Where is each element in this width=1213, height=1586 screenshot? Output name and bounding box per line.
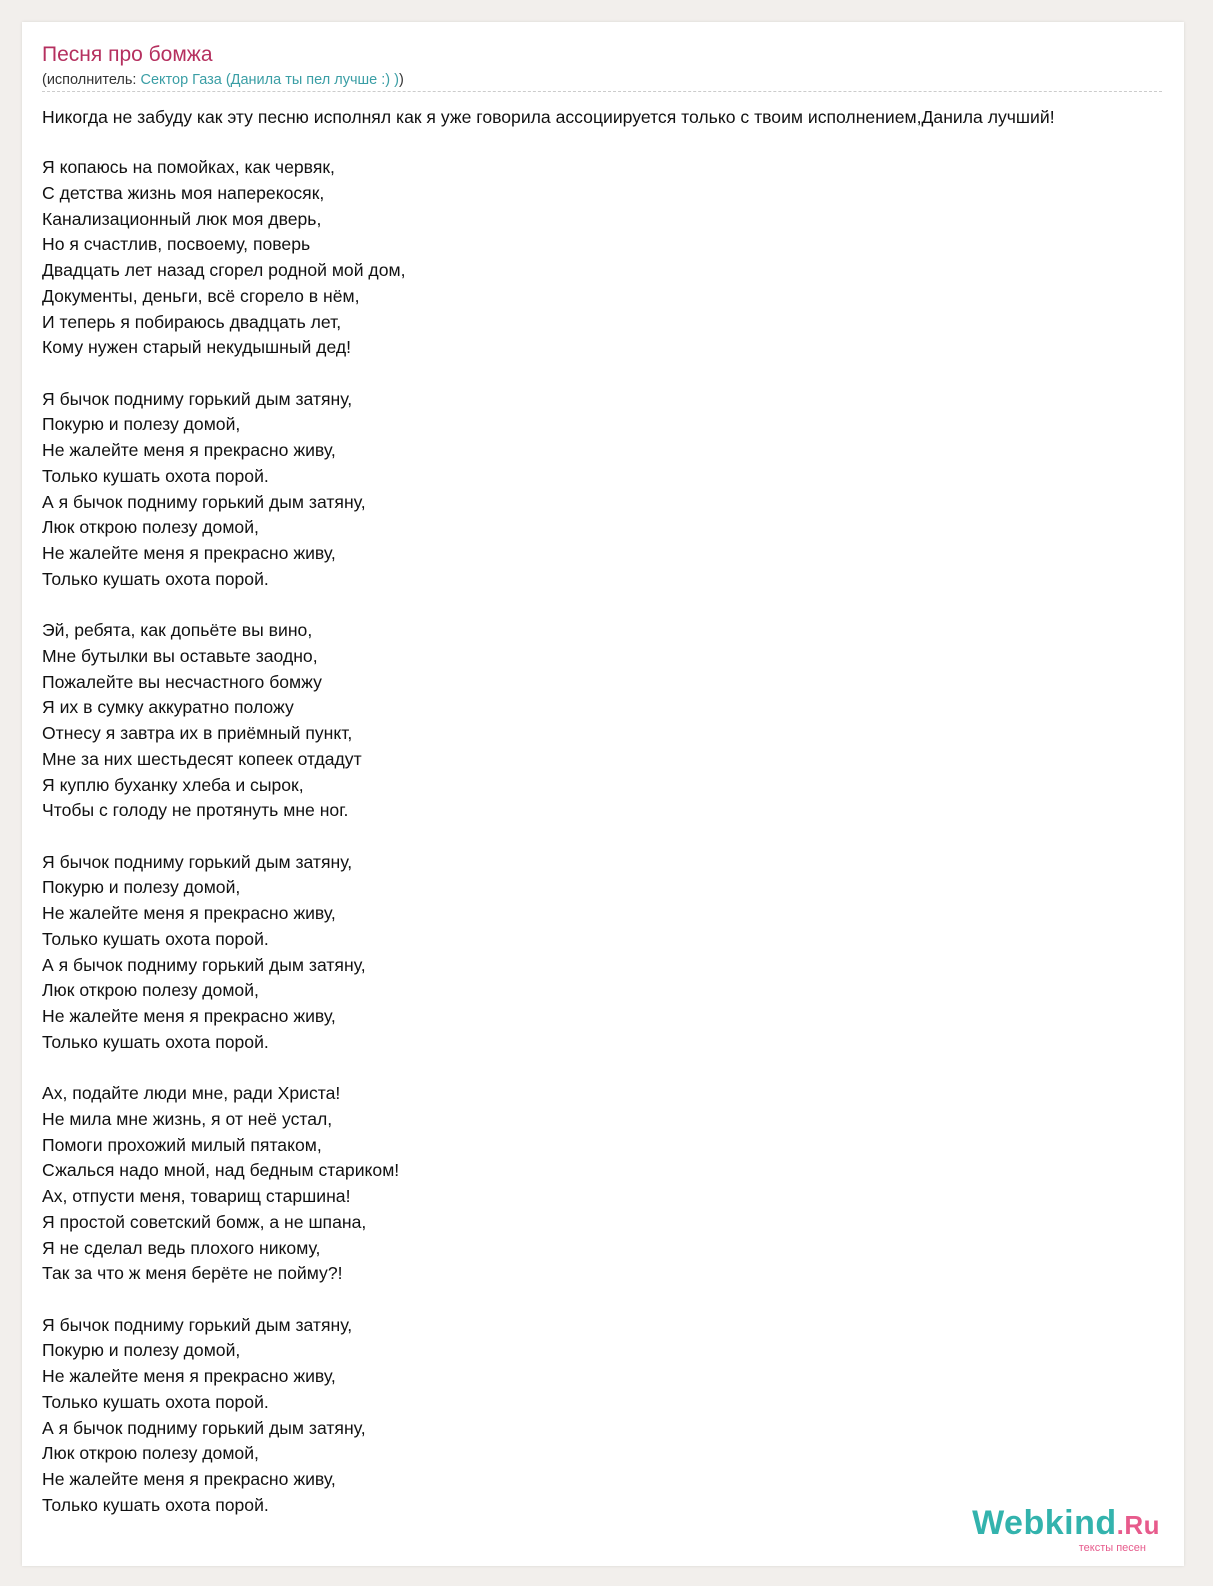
lyrics-stanza (42, 850, 1162, 1056)
lyric-line: Покурю и полезу домой, (42, 877, 241, 898)
artist-suffix: ) (398, 72, 404, 88)
lyric-line: И теперь я побираюсь двадцать лет, (42, 311, 342, 332)
lyric-line: Покурю и полезу домой, (42, 414, 241, 435)
lyrics-page (22, 22, 1184, 1566)
logo-tld: .Ru (1116, 1510, 1160, 1540)
lyric-line: Канализационный люк моя дверь, (42, 208, 322, 229)
lyric-line: Только кушать охота порой. (42, 568, 269, 589)
lyric-line: Люк открою полезу домой, (42, 1443, 259, 1464)
page-title: Песня про бомжа (42, 43, 213, 66)
lyric-line: Не жалейте меня я прекрасно живу, (42, 1366, 336, 1386)
lyric-line: Эй, ребята, как допьёте вы вино, (42, 620, 313, 640)
lyric-line: Я простой советский бомж, а не шпана, (42, 1211, 367, 1232)
lyric-line: Только кушать охота порой. (42, 1031, 269, 1052)
lyric-line: Двадцать лет назад сгорел родной мой дом, (42, 260, 406, 280)
lyrics-stanza (42, 1313, 1162, 1519)
lyric-line: А я бычок подниму горький дым затяну, (42, 491, 366, 512)
lyric-line: А я бычок подниму горький дым затяну, (42, 954, 366, 975)
lyric-line: Люк открою полезу домой, (42, 980, 259, 1001)
lyric-line: Только кушать охота порой. (42, 928, 269, 949)
lyric-line: Я копаюсь на помойках, как червяк, (42, 157, 335, 177)
lyric-line: Так за что ж меня берёте не пойму?! (42, 1263, 343, 1284)
logo-name: Webkind (972, 1504, 1117, 1542)
lyric-line: Документы, деньги, всё сгорело в нём, (42, 285, 360, 306)
site-logo[interactable] (972, 1506, 1160, 1554)
logo-tagline: тексты песен (1078, 1542, 1146, 1554)
lyric-line: Я бычок подниму горький дым затяну, (42, 851, 353, 872)
lyric-line: Покурю и полезу домой, (42, 1340, 241, 1361)
header-divider (42, 91, 1162, 92)
lyric-line: Не мила мне жизнь, я от неё устал, (42, 1108, 333, 1129)
lyric-line: Я бычок подниму горький дым затяну, (42, 388, 353, 409)
lyric-line: Люк открою полезу домой, (42, 517, 259, 538)
intro-comment: Никогда не забуду как эту песню исполнял как я уже говорила ассоциируется только с твоим исполнением,Данила лучший! (42, 107, 1055, 127)
artist-line (42, 71, 404, 89)
lyric-line: Я бычок подниму горький дым затяну, (42, 1314, 353, 1335)
lyric-line: Мне бутылки вы оставьте заодно, (42, 645, 318, 666)
lyrics-stanza (42, 387, 1162, 593)
lyrics-body (42, 155, 1162, 1544)
lyric-line: С детства жизнь моя наперекосяк, (42, 182, 325, 203)
lyric-line: Отнесу я завтра их в приёмный пункт, (42, 723, 353, 743)
lyric-line: Я их в сумку аккуратно положу (42, 697, 294, 718)
logo-wordmark (972, 1506, 1160, 1542)
lyric-line: Кому нужен старый некудышный дед! (42, 337, 351, 358)
artist-link[interactable]: Сектор Газа (Данила ты пел лучше :) ) (140, 72, 399, 88)
lyric-line: Только кушать охота порой. (42, 1391, 269, 1412)
artist-prefix: (исполнитель: (42, 72, 141, 88)
lyric-line: Чтобы с голоду не протянуть мне ног. (42, 800, 349, 821)
lyric-line: Не жалейте меня я прекрасно живу, (42, 440, 336, 460)
lyrics-stanza (42, 1081, 1162, 1287)
lyric-line: Ах, отпусти меня, товарищ старшина! (42, 1186, 351, 1206)
lyric-line: Ах, подайте люди мне, ради Христа! (42, 1083, 341, 1103)
lyric-line: Пожалейте вы несчастного бомжу (42, 671, 322, 692)
lyric-line: Не жалейте меня я прекрасно живу, (42, 903, 336, 923)
lyric-line: Но я счастлив, посвоему, поверь (42, 234, 311, 255)
lyric-line: Помоги прохожий милый пятаком, (42, 1134, 322, 1155)
lyrics-stanza (42, 155, 1162, 361)
lyric-line: Не жалейте меня я прекрасно живу, (42, 1006, 336, 1026)
lyric-line: Сжалься надо мной, над бедным стариком! (42, 1160, 400, 1181)
lyric-line: Я не сделал ведь плохого никому, (42, 1237, 321, 1258)
lyric-line: Не жалейте меня я прекрасно живу, (42, 543, 336, 563)
lyrics-stanza (42, 618, 1162, 824)
lyric-line: Я куплю буханку хлеба и сырок, (42, 774, 304, 795)
lyric-line: Мне за них шестьдесят копеек отдадут (42, 748, 362, 769)
lyric-line: А я бычок подниму горький дым затяну, (42, 1417, 366, 1438)
lyric-line: Не жалейте меня я прекрасно живу, (42, 1469, 336, 1489)
lyric-line: Только кушать охота порой. (42, 1494, 269, 1515)
lyric-line: Только кушать охота порой. (42, 465, 269, 486)
